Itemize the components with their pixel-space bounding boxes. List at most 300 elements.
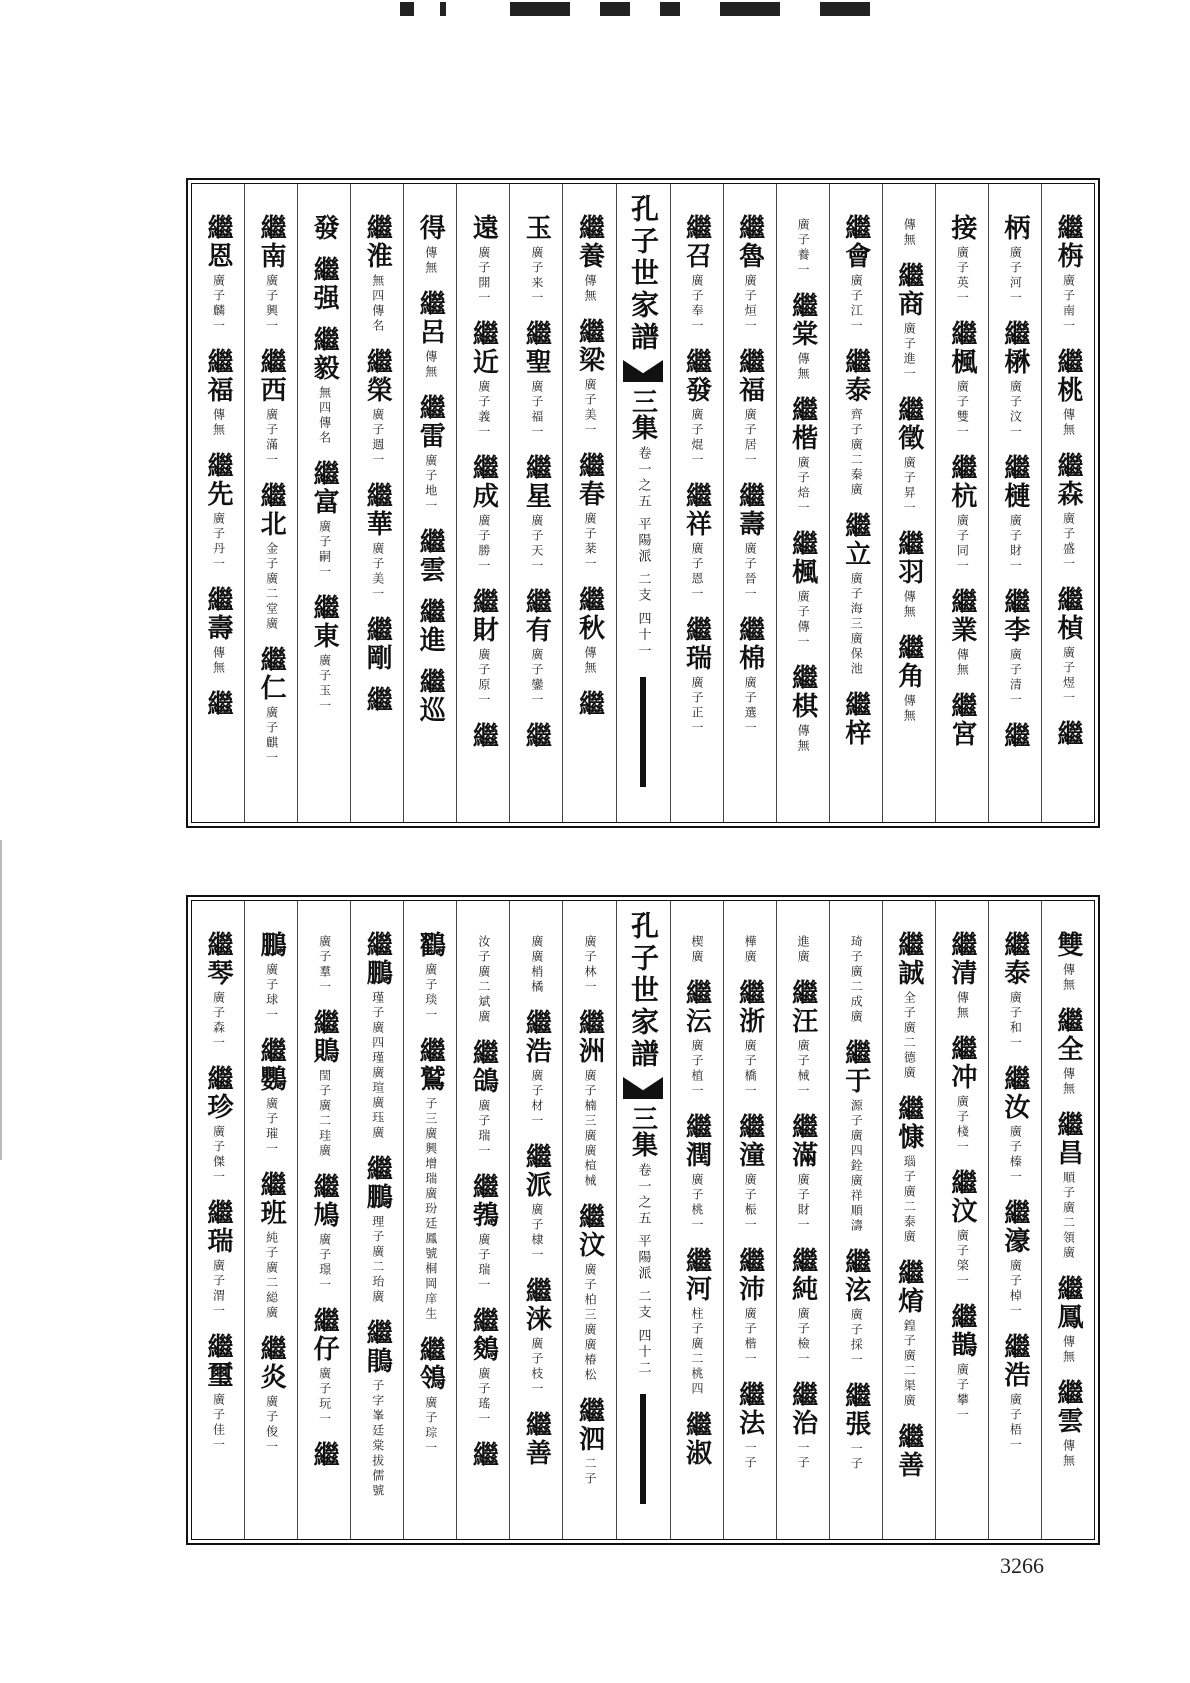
person-name: 繼泰: [999, 931, 1030, 987]
person-note: 廣子榛一: [1008, 1125, 1023, 1185]
genealogy-entry: [257, 482, 285, 632]
person-name: 繼壽: [734, 482, 765, 538]
person-name: 繼業: [946, 588, 977, 644]
person-name: 繼: [309, 1441, 340, 1469]
person-note: 廣子勝一: [476, 514, 491, 574]
person-name: 繼召: [681, 214, 712, 270]
genealogy-entry: [1001, 931, 1029, 1051]
person-name: 繼進: [415, 598, 446, 654]
genealogy-entry: [575, 214, 603, 304]
person-note: 廣子桃一: [690, 1173, 705, 1233]
person-name: 繼鵕: [468, 1307, 499, 1363]
genealogy-entry: [1001, 1065, 1029, 1185]
person-name: 鸐: [415, 931, 446, 959]
person-name: 繼羽: [893, 530, 924, 586]
person-note: 廣子俊一: [264, 1395, 279, 1455]
genealogy-entry: [363, 348, 391, 468]
genealogy-column: [776, 901, 829, 1539]
person-name: 繼: [362, 686, 393, 714]
genealogy-entry: [204, 348, 232, 438]
person-name: 繼沄: [681, 979, 712, 1035]
page-number: 3266: [1000, 1553, 1044, 1578]
person-note: 廣子羣一: [317, 935, 332, 995]
person-note: 廣子開一: [476, 246, 491, 306]
person-name: 繼南: [256, 214, 287, 270]
person-note: 廣子養一: [796, 218, 811, 278]
genealogy-entry: [948, 692, 976, 748]
volume-meta: 卷一之五 平陽派 二支 四十一: [635, 446, 651, 660]
genealogy-entry: [363, 931, 391, 1141]
person-note: 廣子械一: [796, 1039, 811, 1099]
person-note: 廣子植一: [690, 1039, 705, 1099]
person-note: 廣子雙一: [955, 380, 970, 440]
person-note: 廣子攀一: [955, 1363, 970, 1423]
person-note: 廣子財一: [1008, 514, 1023, 574]
genealogy-page-top: [186, 178, 1100, 828]
genealogy-entry: [789, 664, 817, 754]
person-name: 繼汪: [787, 979, 818, 1035]
person-name: 繼發: [681, 348, 712, 404]
person-name: 繼瑞: [681, 616, 712, 672]
person-name: 繼有: [521, 588, 552, 644]
person-name: 繼毅: [309, 326, 340, 382]
person-name: 繼北: [256, 482, 287, 538]
genealogy-entry: [1001, 214, 1029, 306]
person-name: 繼角: [893, 634, 924, 690]
genealogy-entry: [310, 460, 338, 580]
genealogy-entry: [1001, 1199, 1029, 1319]
genealogy-column: [882, 901, 935, 1539]
genealogy-entry: [1054, 720, 1082, 748]
person-note: 廣子英一: [955, 246, 970, 306]
genealogy-entry: [842, 214, 870, 334]
person-note: 廣子河一: [1008, 246, 1023, 306]
genealogy-entry: [902, 214, 915, 248]
book-spine-column: [616, 901, 670, 1539]
book-title: 孔子世家譜: [627, 911, 660, 1071]
person-note: 廣子清一: [1008, 648, 1023, 708]
genealogy-entry: [789, 979, 817, 1099]
person-name: 繼東: [309, 594, 340, 650]
genealogy-entry: [736, 214, 764, 334]
genealogy-column: [192, 184, 244, 822]
genealogy-entry: [522, 588, 550, 708]
genealogy-column: [456, 901, 509, 1539]
person-note: 廣子和一: [1008, 991, 1023, 1051]
genealogy-entry: [895, 1259, 923, 1409]
genealogy-entry: [522, 320, 550, 440]
person-note: 廣子義一: [476, 380, 491, 440]
genealogy-entry: [842, 1382, 870, 1472]
person-note: 閏子廣二珪廣: [317, 1069, 332, 1159]
person-name: 繼鸚: [256, 1037, 287, 1093]
genealogy-entry: [948, 454, 976, 574]
person-note: 廣子南一: [1061, 274, 1076, 334]
person-name: 繼栴: [1052, 214, 1083, 270]
person-note: 廣子琰一: [423, 963, 438, 1023]
person-name: 繼冲: [946, 1035, 977, 1091]
person-name: 繼宮: [946, 692, 977, 748]
person-note: 源子廣四銓廣祥順濤: [849, 1099, 864, 1234]
person-note: 傳無: [582, 646, 597, 676]
person-name: 繼: [468, 1441, 499, 1469]
genealogy-entry: [1001, 722, 1029, 750]
person-name: 繼聖: [521, 320, 552, 376]
person-name: 繼華: [362, 482, 393, 538]
person-note: 傳無: [955, 991, 970, 1021]
person-note: 廣子橋一: [743, 1039, 758, 1099]
genealogy-entry: [683, 348, 711, 468]
genealogy-column: [403, 184, 456, 822]
genealogy-entry: [310, 1009, 338, 1159]
person-name: 繼鴿: [468, 1039, 499, 1095]
person-note: 廣子柏三廣廣椿松: [582, 1263, 597, 1383]
person-name: 遠: [468, 214, 499, 242]
person-note: 廣廣梢橘: [529, 935, 544, 995]
genealogy-entry: [522, 1009, 550, 1129]
person-note: 廣子麒一: [264, 706, 279, 766]
person-note: 廣子麟一: [211, 274, 226, 334]
genealogy-entry: [736, 1247, 764, 1367]
genealogy-column: [935, 184, 988, 822]
genealogy-entry: [522, 454, 550, 574]
genealogy-entry: [310, 594, 338, 714]
person-name: 繼李: [999, 588, 1030, 644]
genealogy-entry: [416, 668, 444, 724]
person-note: 廣子採一: [849, 1308, 864, 1368]
person-name: 繼班: [256, 1171, 287, 1227]
person-name: 繼珍: [203, 1065, 234, 1121]
person-name: 繼張: [840, 1382, 871, 1438]
genealogy-entry: [204, 214, 232, 334]
person-note: 廣子晉一: [743, 542, 758, 602]
book-title: 孔子世家譜: [627, 194, 660, 354]
genealogy-entry: [469, 320, 497, 440]
person-name: 繼沛: [734, 1247, 765, 1303]
spine-bar: [640, 1394, 646, 1504]
genealogy-entry: [789, 1247, 817, 1367]
genealogy-entry: [204, 452, 232, 572]
genealogy-column: [192, 901, 244, 1539]
genealogy-entry: [1001, 1333, 1029, 1453]
person-note: 廣子盛一: [1061, 512, 1076, 572]
person-name: 繼: [521, 722, 552, 750]
genealogy-entry: [257, 348, 285, 468]
person-name: 繼泰: [840, 348, 871, 404]
person-note: 廣子楠三廣廣楦械: [582, 1069, 597, 1189]
person-name: 發: [309, 214, 340, 242]
person-name: 繼巡: [415, 668, 446, 724]
genealogy-column: [509, 901, 562, 1539]
person-note: 廣子地一: [423, 454, 438, 514]
genealogy-entry: [310, 1173, 338, 1293]
genealogy-entry: [469, 1039, 497, 1159]
person-note: 傳無: [211, 646, 226, 676]
person-name: 繼滿: [787, 1113, 818, 1169]
genealogy-entry: [1054, 1275, 1082, 1365]
person-note: 子字峯廷棠拔儒號: [370, 1379, 385, 1499]
person-note: 廣子瑤一: [476, 1367, 491, 1427]
genealogy-column: [670, 184, 723, 822]
person-name: 繼汶: [574, 1203, 605, 1259]
person-name: 繼: [574, 690, 605, 718]
person-note: 瑾子廣四瑾廣瑄廣珏廣: [370, 991, 385, 1141]
genealogy-entry: [683, 1113, 711, 1233]
genealogy-entry: [257, 214, 285, 334]
person-note: 傳無: [1061, 408, 1076, 438]
volume-label: 三集: [627, 1105, 658, 1157]
genealogy-entry: [1054, 214, 1082, 334]
person-name: 繼杭: [946, 454, 977, 510]
genealogy-entry: [789, 1113, 817, 1233]
person-name: 繼桃: [1052, 348, 1083, 404]
genealogy-entry: [683, 1411, 711, 1467]
person-name: 繼强: [309, 256, 340, 312]
person-note: 傳無: [955, 648, 970, 678]
person-name: 繼楨: [1052, 586, 1083, 642]
person-note: 廣子原一: [476, 648, 491, 708]
genealogy-entry: [204, 690, 232, 718]
person-name: 繼財: [468, 588, 499, 644]
person-note: 進廣: [796, 935, 811, 965]
genealogy-entry: [1001, 320, 1029, 440]
genealogy-column: [935, 901, 988, 1539]
person-note: 楔廣: [690, 935, 705, 965]
genealogy-entry: [583, 931, 596, 995]
person-name: 繼梁: [574, 318, 605, 374]
person-note: 傳無: [423, 350, 438, 380]
genealogy-entry: [204, 1199, 232, 1319]
person-name: 繼汝: [999, 1065, 1030, 1121]
genealogy-entry: [789, 396, 817, 516]
genealogy-entry: [895, 262, 923, 382]
person-note: 一子: [796, 1441, 811, 1471]
person-note: 傳無: [1061, 1335, 1076, 1365]
person-note: 齊子廣二秦廣: [849, 408, 864, 498]
genealogy-entry: [257, 1335, 285, 1455]
genealogy-entry: [522, 1411, 550, 1467]
genealogy-entry: [1054, 1379, 1082, 1469]
genealogy-column: [509, 184, 562, 822]
genealogy-entry: [895, 530, 923, 620]
person-note: 傳無: [1061, 1439, 1076, 1469]
genealogy-column: [988, 184, 1041, 822]
genealogy-column: [297, 184, 350, 822]
genealogy-entry: [416, 1037, 444, 1322]
genealogy-entry: [363, 616, 391, 672]
person-note: 廣子恩一: [690, 542, 705, 602]
genealogy-entry: [204, 931, 232, 1051]
genealogy-entry: [690, 931, 703, 965]
genealogy-entry: [842, 1039, 870, 1234]
person-name: 繼炎: [256, 1335, 287, 1391]
person-name: 繼璽: [203, 1333, 234, 1389]
genealogy-entry: [310, 256, 338, 312]
person-name: 繼立: [840, 512, 871, 568]
genealogy-column: [1041, 901, 1094, 1539]
person-note: 傳無: [902, 218, 917, 248]
person-note: 傳無: [796, 724, 811, 754]
genealogy-column: [723, 901, 776, 1539]
genealogy-entry: [416, 214, 444, 276]
genealogy-entry: [849, 931, 862, 1025]
genealogy-entry: [363, 686, 391, 714]
person-note: 廣子選一: [743, 676, 758, 736]
genealogy-column: [562, 901, 615, 1539]
person-note: 廣子棹一: [1008, 1259, 1023, 1319]
person-note: 廣子滿一: [264, 408, 279, 468]
person-name: 繼淮: [362, 214, 393, 270]
book-spine-column: [616, 184, 670, 822]
genealogy-entry: [1054, 1007, 1082, 1097]
genealogy-column: [882, 184, 935, 822]
person-note: 一子: [743, 1441, 758, 1471]
genealogy-entry: [1054, 586, 1082, 706]
person-name: 繼雷: [415, 394, 446, 450]
person-note: 廣子福一: [529, 380, 544, 440]
genealogy-entry: [363, 482, 391, 602]
person-note: 樺廣: [743, 935, 758, 965]
genealogy-entry: [416, 598, 444, 654]
genealogy-entry: [477, 931, 490, 1025]
person-note: 廣子楷一: [743, 1307, 758, 1367]
person-note: 汝子廣二斌廣: [476, 935, 491, 1025]
person-note: 廣子財一: [796, 1173, 811, 1233]
person-name: 繼全: [1052, 1007, 1083, 1063]
person-name: 繼鵑: [362, 1319, 393, 1375]
genealogy-entry: [575, 452, 603, 572]
genealogy-entry: [363, 1155, 391, 1305]
genealogy-column: [776, 184, 829, 822]
person-name: 繼誠: [893, 931, 924, 987]
person-note: 二子: [582, 1457, 597, 1487]
person-name: 繼鵬: [362, 931, 393, 987]
genealogy-entry: [522, 1143, 550, 1263]
genealogy-entry: [469, 588, 497, 708]
person-name: 繼洲: [574, 1009, 605, 1065]
genealogy-entry: [1054, 348, 1082, 438]
person-note: 琦子廣二成廣: [849, 935, 864, 1025]
person-note: 廣子汶一: [1008, 380, 1023, 440]
person-note: 一子: [849, 1442, 864, 1472]
person-name: 繼浙: [734, 979, 765, 1035]
genealogy-entry: [948, 1303, 976, 1423]
genealogy-entry: [575, 1009, 603, 1189]
person-name: 接: [946, 214, 977, 242]
genealogy-entry: [842, 1248, 870, 1368]
genealogy-entry: [318, 931, 331, 995]
genealogy-entry: [469, 1307, 497, 1427]
person-note: 傳無: [796, 352, 811, 382]
person-name: 繼先: [203, 452, 234, 508]
volume-meta: 卷一之五 平陽派 二支 四十二: [635, 1163, 651, 1377]
person-name: 繼: [999, 722, 1030, 750]
person-note: 廣子居一: [743, 408, 758, 468]
person-note: 廣子璀一: [264, 1097, 279, 1157]
genealogy-entry: [743, 931, 756, 965]
genealogy-entry: [736, 348, 764, 468]
person-note: 傳無: [582, 274, 597, 304]
genealogy-entry: [522, 722, 550, 750]
person-name: 繼養: [574, 214, 605, 270]
person-name: 繼鷲: [415, 1037, 446, 1093]
genealogy-entry: [789, 530, 817, 650]
person-name: 繼涞: [521, 1277, 552, 1333]
person-name: 繼森: [1052, 452, 1083, 508]
person-note: 廣子琮一: [423, 1396, 438, 1456]
person-name: 繼楙: [999, 320, 1030, 376]
person-name: 繼槤: [999, 454, 1030, 510]
person-note: 廣子瑞一: [476, 1233, 491, 1293]
person-name: 繼徵: [893, 396, 924, 452]
person-name: 繼壽: [203, 586, 234, 642]
person-name: 繼法: [734, 1381, 765, 1437]
genealogy-entry: [257, 1171, 285, 1321]
scan-artifact: [400, 0, 920, 18]
genealogy-entry: [895, 1423, 923, 1479]
genealogy-column: [1041, 184, 1094, 822]
genealogy-entry: [948, 214, 976, 306]
person-name: 繼鵓: [468, 1173, 499, 1229]
person-name: 鵬: [256, 931, 287, 959]
person-note: 理子廣二珆廣: [370, 1215, 385, 1305]
genealogy-entry: [1054, 1111, 1082, 1261]
person-name: 繼淑: [681, 1411, 712, 1467]
person-note: 傳無: [211, 408, 226, 438]
person-name: 繼泗: [574, 1397, 605, 1453]
genealogy-column: [562, 184, 615, 822]
person-name: 繼富: [309, 460, 340, 516]
person-name: 繼楓: [946, 320, 977, 376]
person-name: 繼浩: [521, 1009, 552, 1065]
person-name: 繼剛: [362, 616, 393, 672]
person-note: 廣子焙一: [796, 456, 811, 516]
genealogy-entry: [530, 931, 543, 995]
spine-bar: [640, 677, 646, 787]
person-note: 廣子枝一: [529, 1337, 544, 1397]
person-name: 繼成: [468, 454, 499, 510]
genealogy-column: [244, 184, 297, 822]
person-note: 廣子棣一: [529, 1203, 544, 1263]
person-note: 全子廣二德廣: [902, 991, 917, 1081]
genealogy-entry: [683, 482, 711, 602]
person-note: 廣子煜一: [1061, 646, 1076, 706]
person-note: 子三廣興增瑞廣玢廷鳳號桐岡庠生: [423, 1097, 438, 1322]
person-name: 玉: [521, 214, 552, 242]
genealogy-entry: [363, 214, 391, 334]
genealogy-entry: [736, 482, 764, 602]
genealogy-entry: [736, 616, 764, 736]
person-note: 純子廣二縂廣: [264, 1231, 279, 1321]
person-name: 柄: [999, 214, 1030, 242]
person-note: 傳無: [902, 694, 917, 724]
person-name: 繼棠: [787, 292, 818, 348]
person-name: 繼琴: [203, 931, 234, 987]
genealogy-entry: [796, 931, 809, 965]
fish-tail-ornament: [623, 360, 663, 382]
genealogy-entry: [416, 1336, 444, 1456]
person-name: 繼慷: [893, 1095, 924, 1151]
genealogy-entry: [948, 588, 976, 678]
person-name: 繼西: [256, 348, 287, 404]
person-note: 廣子佳一: [211, 1393, 226, 1453]
genealogy-entry: [948, 931, 976, 1021]
person-name: 繼呂: [415, 290, 446, 346]
genealogy-entry: [789, 292, 817, 382]
genealogy-entry: [469, 1173, 497, 1293]
genealogy-entry: [310, 326, 338, 446]
person-note: 金子廣二堂廣: [264, 542, 279, 632]
